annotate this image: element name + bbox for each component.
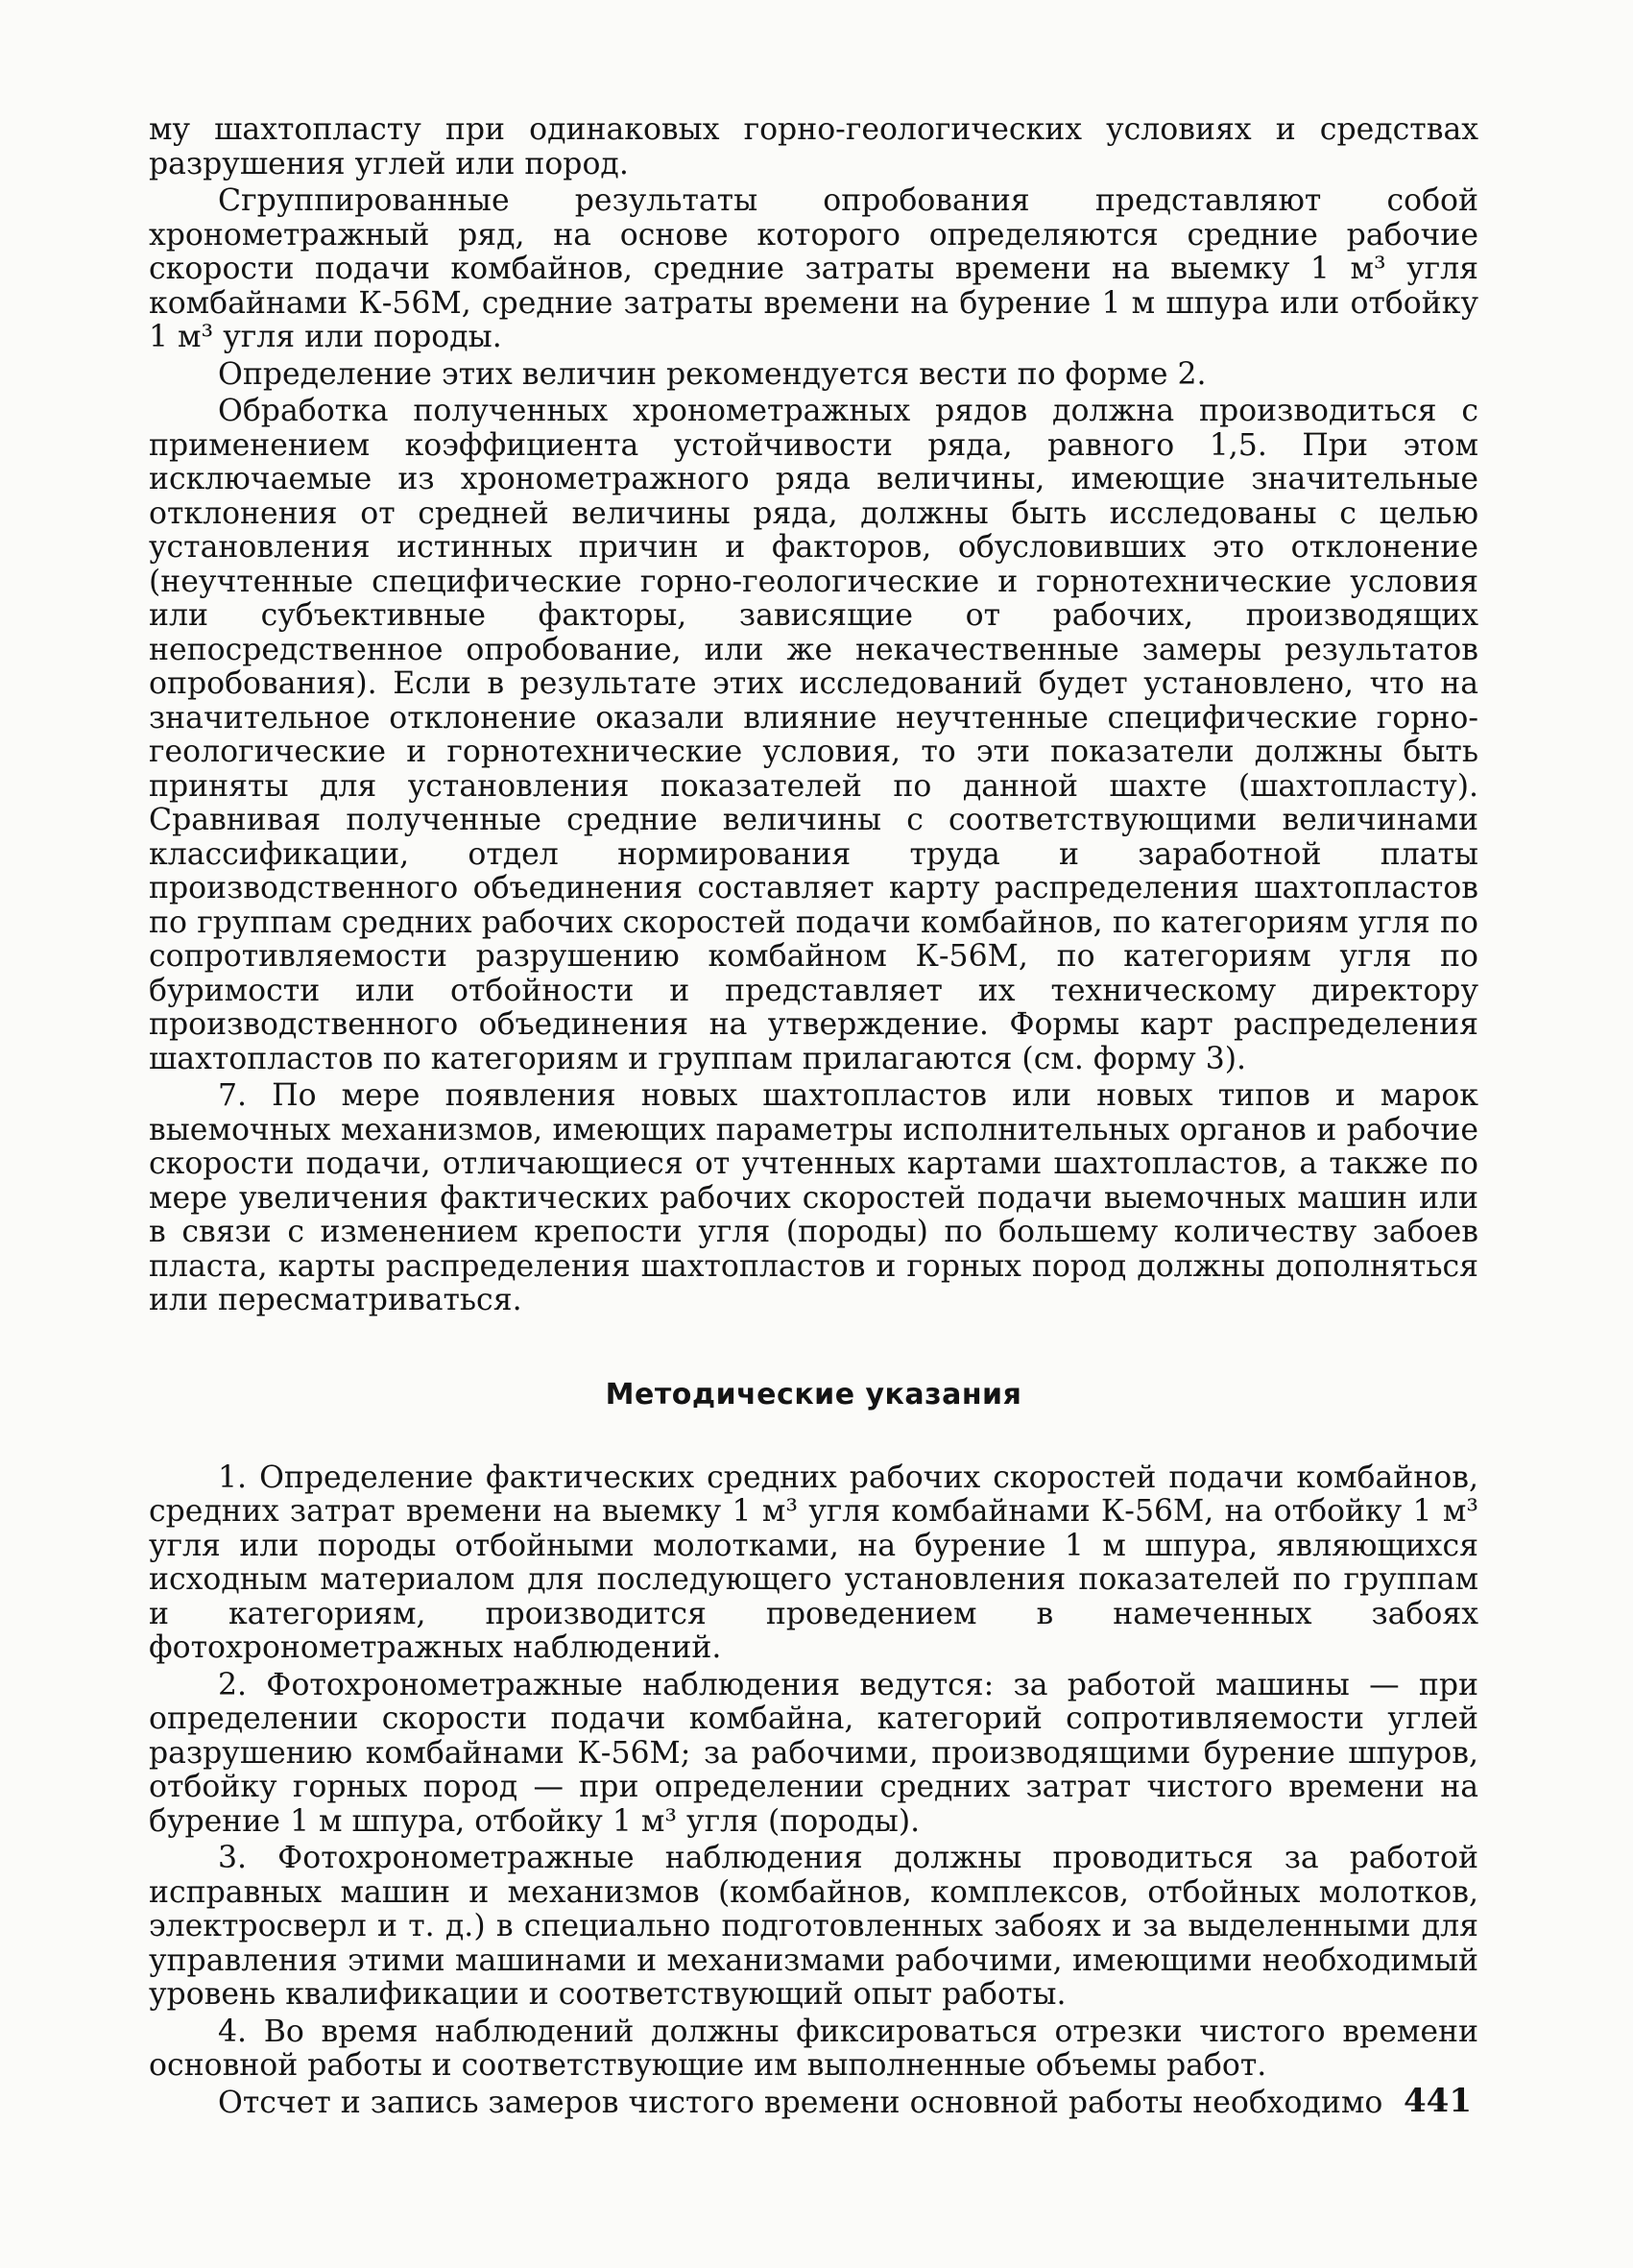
page-number: 441 — [1404, 2082, 1472, 2120]
section-heading: Методические указания — [605, 1377, 1022, 1411]
paragraph-form-2: Определение этих величин рекомендуется вести по форме 2. — [218, 356, 1207, 392]
paragraph-method-2: 2. Фотохронометражные наблюдения ведутся: за работой машины — при определении скорости подачи комбайна, категорий сопротивляемости углей разрушению комбайнами К-56М; за рабочими, производящими бурение шпуров, отбойку горных пород — при определении средних затрат чистого времени на бурение 1 м шпура, отбойку 1 м³ угля (породы). — [149, 1667, 1478, 1839]
paragraph-recording: Отсчет и запись замеров чистого времени основной работы необходимо — [218, 2085, 1383, 2120]
paragraph-continuation: му шахтопласту при одинаковых горно-геологических условиях и средствах разрушения углей или пород. — [149, 112, 1478, 181]
text-column — [149, 113, 1478, 2123]
paragraph-chronometric-series: Сгруппированные результаты опробования представляют собой хронометражный ряд, на основе которого определяются средние рабочие скорости подачи комбайнов, средние затраты времени на выемку 1 м³ угля комбайнами К-56М, средние затраты времени на бурение 1 м шпура или отбойку 1 м³ угля или породы. — [149, 183, 1478, 354]
paragraph-method-4: 4. Во время наблюдений должны фиксироваться отрезки чистого времени основной работы и соответствующие им выполненные объемы работ. — [149, 2014, 1478, 2083]
paragraph-processing: Обработка полученных хронометражных рядов должна производиться с применением коэффициента устойчивости ряда, равного 1,5. При этом исключаемые из хронометражного ряда величины, имеющие значительные отклонения от средней величины ряда, должны быть исследованы с целью установления истинных причин и факторов, обусловивших это отклонение (неучтенные специфические горно-геологические и горнотехнические условия или субъективные факторы, зависящие от рабочих, производящих непосредственное опробование, или же некачественные замеры результатов опробования). Если в результате этих исследований будет установлено, что на значительное отклонение оказали влияние неучтенные специфические горно-геологические и горнотехнические условия, то эти показатели должны быть приняты для установления показателей по данной шахте (шахтопласту). Сравнивая полученные средние величины с соответствующими величинами классификации, отдел нормирования труда и заработной платы производственного объединения составляет карту распределения шахтопластов по группам средних рабочих скоростей подачи комбайнов, по категориям угля по сопротивляемости разрушению комбайном К-56М, по категориям угля по буримости или отбойности и представляет их техническому директору производственного объединения на утверждение. Формы карт распределения шахтопластов по категориям и группам прилагаются (см. форму 3). — [149, 394, 1478, 1076]
paragraph-method-3: 3. Фотохронометражные наблюдения должны проводиться за работой исправных машин и механизмов (комбайнов, комплексов, отбойных молотков, электросверл и т. д.) в специально подготовленных забоях и за выделенными для управления этими машинами и механизмами рабочими, имеющими необходимый уровень квалификации и соответствующий опыт работы. — [149, 1841, 1478, 2012]
paragraph-method-1: 1. Определение фактических средних рабочих скоростей подачи комбайнов, средних затрат времени на выемку 1 м³ угля комбайнами К-56М, на отбойку 1 м³ угля или породы отбойными молотками, на бурение 1 м шпура, являющихся исходным материалом для последующего установления показателей по группам и категориям, производится проведением в намеченных забоях фотохронометражных наблюдений. — [149, 1460, 1478, 1665]
paragraph-item-7: 7. По мере появления новых шахтопластов или новых типов и марок выемочных механизмов, имеющих параметры исполнительных органов и рабочие скорости подачи, отличающиеся от учтенных картами шахтопластов, а также по мере увеличения фактических рабочих скоростей подачи выемочных машин или в связи с изменением крепости угля (породы) по большему количеству забоев пласта, карты распределения шахтопластов и горных пород должны дополняться или пересматриваться. — [149, 1078, 1478, 1317]
